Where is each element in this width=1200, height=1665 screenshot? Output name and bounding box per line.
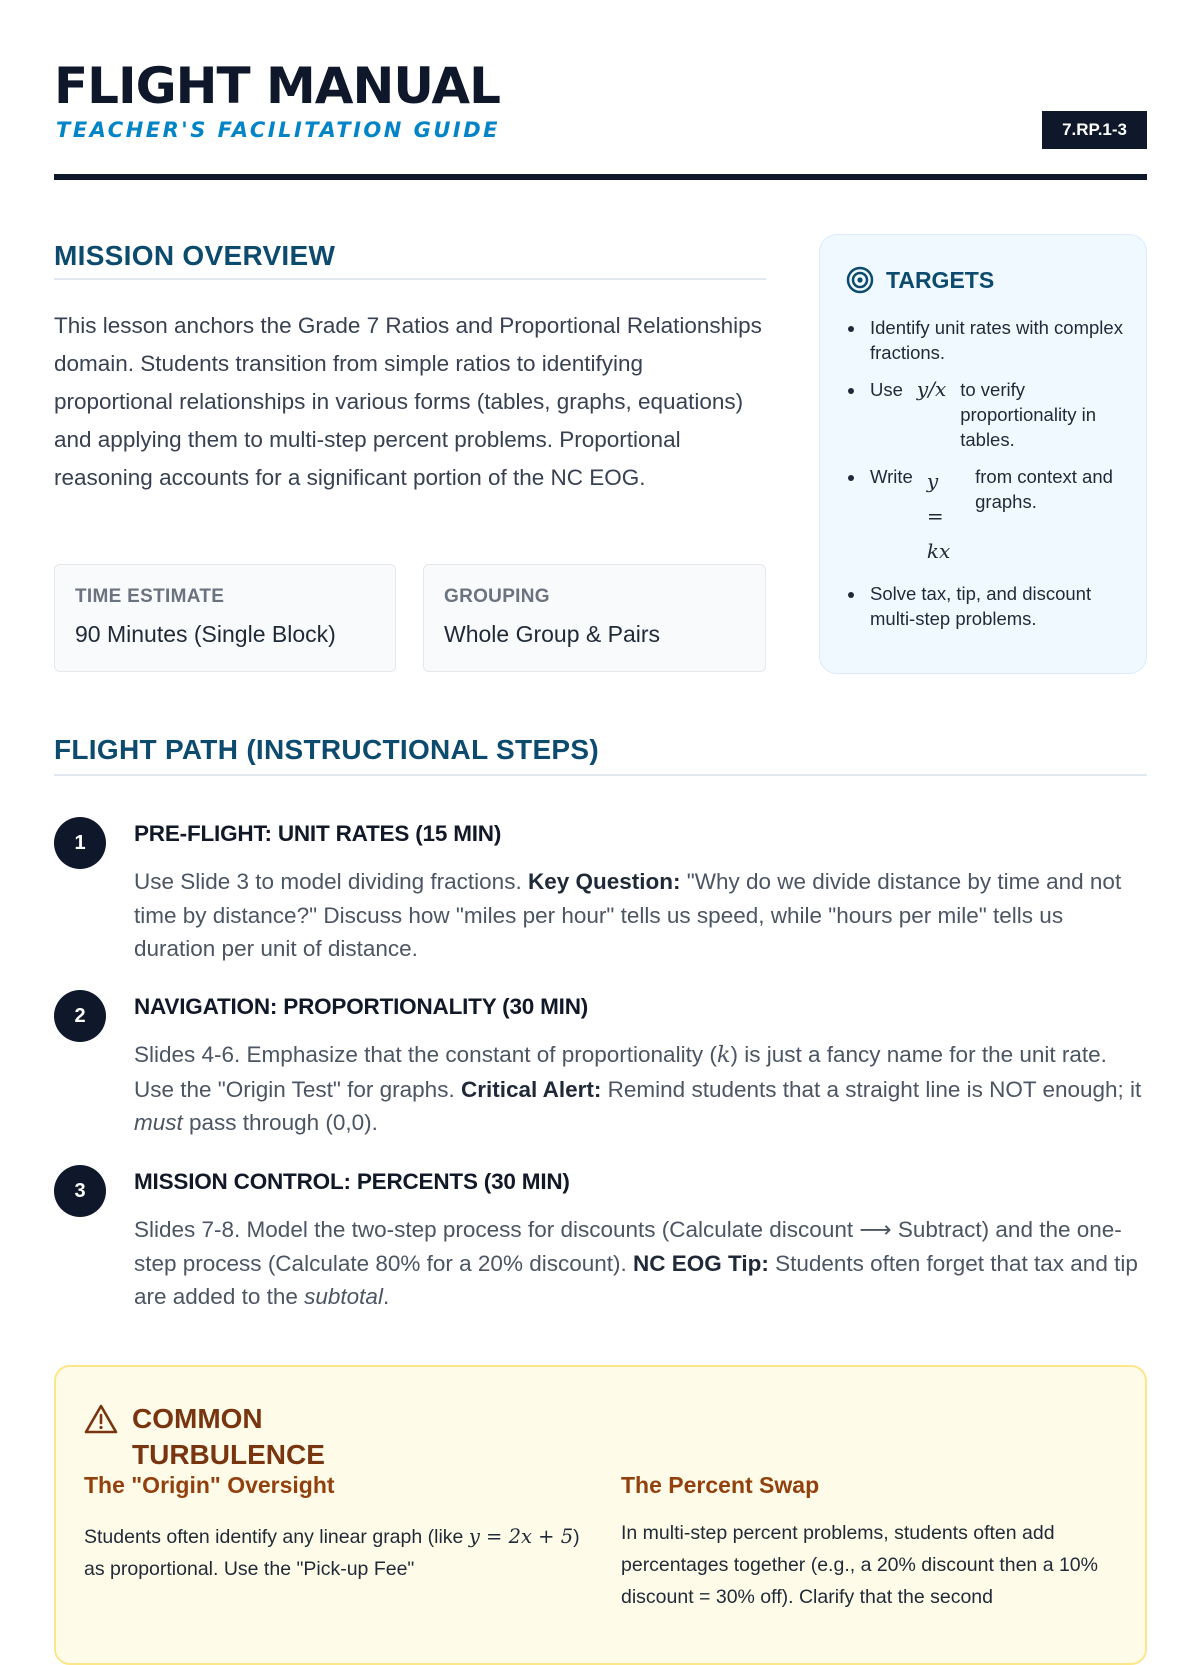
origin-oversight-title: The "Origin" Oversight (84, 1472, 335, 1498)
step-title: MISSION CONTROL: PERCENTS (30 MIN) (134, 1169, 570, 1194)
grouping-value: Whole Group & Pairs (444, 621, 661, 647)
time-estimate-label: TIME ESTIMATE (75, 586, 225, 607)
header-rule (54, 174, 1147, 180)
warning-icon (84, 1403, 118, 1435)
flight-path-divider (54, 774, 1147, 776)
target-item: Solve tax, tip, and discount multi-step problems. (846, 581, 1126, 631)
origin-oversight-text: Students often identify any linear graph (like y = 2x + 5) as proportional. Use the "Pick-up Fee" (84, 1525, 580, 1580)
grouping-label: GROUPING (444, 586, 550, 607)
step-description: Slides 4-6. Emphasize that the constant of proportionality (k) is just a fancy name for the unit rate. Use the "Origin Test" for graphs. Critical Alert: Remind students that a straight line is NOT enough; it must pass through (0,0). (134, 1042, 1142, 1135)
turbulence-title: COMMON TURBULENCE (132, 1403, 325, 1470)
targets-list (846, 315, 1126, 643)
common-turbulence-card (54, 1365, 1147, 1665)
percent-swap-text: In multi-step percent problems, students often add percentages together (e.g., a 20% discount then a 10% discount = 30% off). Clarify that the second (621, 1522, 1098, 1608)
target-item: Use y/x to verify proportionality in tables. (846, 377, 1126, 452)
targets-card (819, 234, 1147, 674)
page-header (54, 54, 1147, 181)
step-description: Use Slide 3 to model dividing fractions. Key Question: "Why do we divide distance by time and not time by distance?" Discuss how "miles per hour" tells us speed, while "hours per mile" tells us duration per unit of distance. (134, 869, 1122, 961)
arrow-right-icon: ⟶ (859, 1217, 892, 1242)
overview-heading: MISSION OVERVIEW (54, 240, 336, 271)
standard-badge: 7.RP.1-3 (1042, 111, 1147, 149)
time-estimate-value: 90 Minutes (Single Block) (75, 621, 336, 647)
grouping-box (423, 564, 766, 672)
step-number-badge: 2 (54, 990, 106, 1042)
step-title: NAVIGATION: PROPORTIONALITY (30 MIN) (134, 994, 589, 1019)
step-number-badge: 1 (54, 817, 106, 869)
flight-path-heading: FLIGHT PATH (INSTRUCTIONAL STEPS) (54, 734, 599, 765)
step-description: Slides 7-8. Model the two-step process for discounts (Calculate discount ⟶ Subtract) and the one-step process (Calculate 80% for a 20% discount). NC EOG Tip: Students often forget that tax and tip are added to the subtotal. (134, 1217, 1138, 1309)
percent-swap-title: The Percent Swap (621, 1472, 820, 1498)
step-title: PRE-FLIGHT: UNIT RATES (15 MIN) (134, 821, 502, 846)
overview-text: This lesson anchors the Grade 7 Ratios and Proportional Relationships domain. Students transition from simple ratios to identifying proportional relationships in various forms (tables, graphs, equations) and applying them to multi-step percent problems. Proportional reasoning accounts for a significant portion of the NC EOG. (54, 313, 762, 490)
overview-divider (54, 278, 766, 280)
target-item: Identify unit rates with complex fractions. (846, 315, 1126, 365)
math-y-over-x: y/x (916, 377, 947, 401)
target-item: Write y = kx from context and graphs. (846, 464, 1126, 569)
page-subtitle: TEACHER'S FACILITATION GUIDE (56, 118, 501, 142)
page-title: FLIGHT MANUAL (54, 57, 500, 115)
targets-title: TARGETS (886, 267, 995, 293)
step-number-badge: 3 (54, 1165, 106, 1217)
target-icon (846, 266, 874, 294)
time-estimate-box (54, 564, 396, 672)
math-y-equals-kx: y = kx (926, 469, 951, 563)
